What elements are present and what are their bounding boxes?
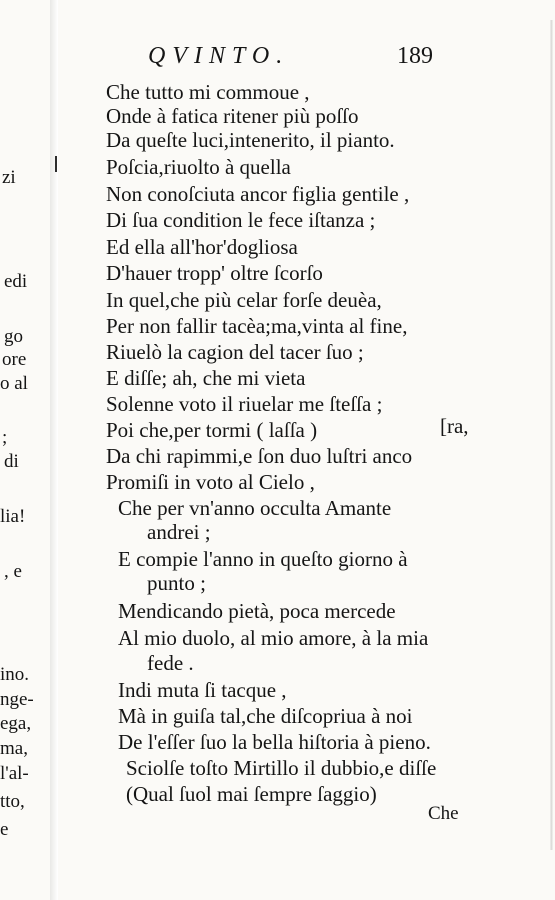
margin-fragment: edi — [4, 271, 28, 292]
verse-line: Mà in guiſa tal,che diſcopriua à noi — [118, 704, 413, 728]
page-number: 189 — [397, 43, 433, 69]
margin-fragment: di — [4, 451, 19, 472]
verse-line: De l'eſſer ſuo la bella hiſtoria à pieno. — [118, 730, 431, 754]
verse-line: Che tutto mi commoue , — [106, 80, 310, 104]
margin-fragment: ; — [2, 427, 8, 448]
verse-line: Per non fallir tacèa;ma,vinta al fine, — [106, 314, 408, 338]
margin-fragment: tto, — [0, 791, 25, 812]
verse-line-continuation: fede . — [147, 651, 194, 675]
verse-line: Onde à fatica ritener più poſſo — [106, 104, 359, 128]
verse-line: Solenne voto il riuelar me ſteſſa ; — [106, 392, 383, 416]
verse-line: (Qual ſuol mai ſempre ſaggio) — [126, 782, 377, 806]
verse-line: E compie l'anno in queſto giorno à — [118, 547, 408, 571]
margin-fragment: ino. — [0, 664, 30, 685]
margin-fragment: e — [0, 819, 9, 840]
verse-line-continuation: punto ; — [147, 571, 206, 595]
catchword: Che — [428, 803, 459, 824]
verse-line: Ed ella all'hor'dogliosa — [106, 235, 298, 259]
margin-fragment: o al — [0, 373, 28, 394]
verse-line: Sciolſe toſto Mirtillo il dubbio,e diſſe — [126, 756, 437, 780]
verse-line-continuation: andrei ; — [147, 520, 211, 544]
margin-fragment: zi — [2, 167, 16, 188]
margin-fragment: l'al- — [0, 763, 29, 784]
verse-line: Che per vn'anno occulta Amante — [118, 496, 392, 520]
verse-line: Indi muta ſi tacque , — [118, 678, 287, 702]
verse-line: Di ſua condition le fece iſtanza ; — [106, 208, 376, 232]
verse-line: Poſcia,riuolto à quella — [106, 155, 291, 179]
verse-line: Non conoſciuta ancor figlia gentile , — [106, 182, 410, 206]
verse-line: E diſſe; ah, che mi vieta — [106, 366, 306, 390]
verse-line: Da chi rapimmi,e ſon duo luſtri anco — [106, 444, 413, 468]
verse-line: Mendicando pietà, poca mercede — [118, 599, 396, 623]
verse-line: Al mio duolo, al mio amore, à la mia — [118, 626, 429, 650]
margin-fragment: lia! — [0, 506, 26, 527]
margin-fragment: nge- — [0, 689, 34, 710]
margin-fragment: ore — [2, 349, 27, 370]
margin-fragment: ega, — [0, 713, 32, 734]
turned-word: [ra, — [440, 414, 469, 438]
verse-line: D'hauer tropp' oltre ſcorſo — [106, 261, 323, 285]
verse-line: Promiſi in voto al Cielo , — [106, 470, 315, 494]
margin-fragment: ma, — [0, 738, 28, 759]
verse-line: In quel,che più celar forſe deuèa, — [106, 288, 382, 312]
margin-fragment: go — [4, 326, 23, 347]
verse-line: Poi che,per tormi ( laſſa ) — [106, 418, 318, 442]
verse-line: Da queſte luci,intenerito, il pianto. — [106, 128, 395, 152]
running-title: QVINTO. — [148, 43, 290, 69]
margin-fragment: , e — [4, 561, 22, 582]
verse-line: Riuelò la cagion del tacer ſuo ; — [106, 340, 364, 364]
